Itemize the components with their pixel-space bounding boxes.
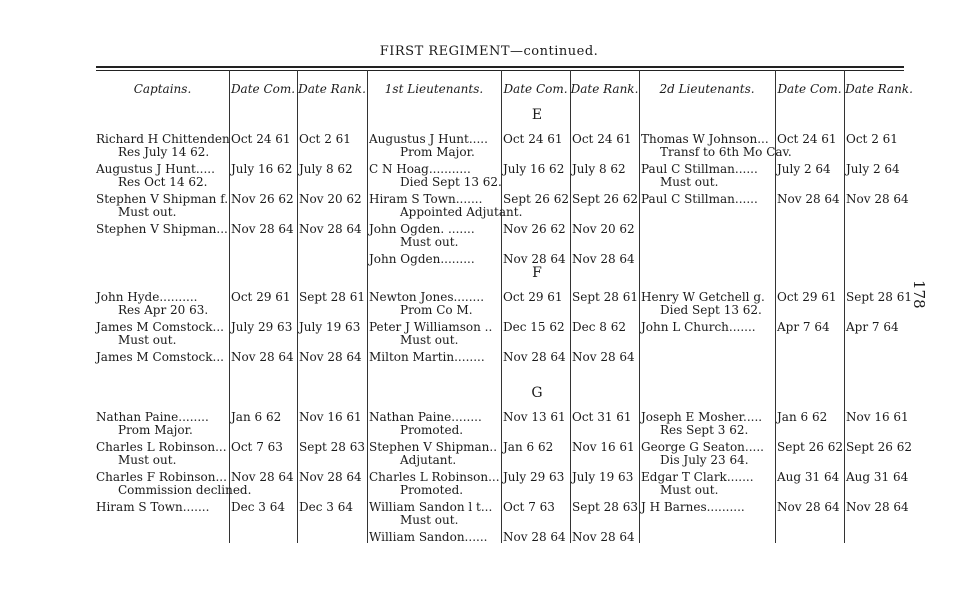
officer-note: Dis July 23 64. [660, 453, 749, 467]
date-rank: Oct 31 61 [572, 410, 632, 424]
date-rank: Sept 28 61 [299, 290, 365, 304]
date-commissioned: July 2 64 [777, 162, 831, 176]
date-rank: Nov 20 62 [299, 192, 362, 206]
date-rank: Sept 26 62 [846, 440, 912, 454]
column-divider [367, 70, 368, 543]
date-rank: Sept 28 61 [846, 290, 912, 304]
officer-note: Res Oct 14 62. [118, 175, 208, 189]
officer-note: Must out. [118, 333, 177, 347]
officer-note: Res July 14 62. [118, 145, 210, 159]
officer-name: Charles F Robinson... [96, 470, 227, 484]
top-rule-thin [96, 70, 904, 71]
page-number: 178 [910, 280, 928, 309]
date-rank: Apr 7 64 [846, 320, 899, 334]
date-commissioned: Jan 6 62 [777, 410, 828, 424]
date-rank: Nov 20 62 [572, 222, 635, 236]
officer-name: Augustus J Hunt..... [369, 132, 488, 146]
date-rank: Nov 28 64 [299, 470, 362, 484]
date-rank: Dec 8 62 [572, 320, 626, 334]
officer-name: Peter J Williamson .. [369, 320, 493, 334]
date-commissioned: Oct 29 61 [231, 290, 291, 304]
officer-note: Must out. [400, 513, 459, 527]
officer-name: C N Hoag........... [369, 162, 471, 176]
date-commissioned: July 16 62 [503, 162, 565, 176]
officer-note: Promoted. [400, 483, 464, 497]
date-rank: Sept 28 61 [572, 290, 638, 304]
date-commissioned: Oct 24 61 [777, 132, 837, 146]
header-1st-lieutenants: 1st Lieutenants. [384, 82, 484, 96]
officer-note: Must out. [400, 333, 459, 347]
column-divider [570, 70, 571, 543]
company-letter: G [531, 385, 543, 401]
header-2d-lieutenants: 2d Lieutenants. [659, 82, 755, 96]
header-date-rank: Date Rank. [570, 82, 639, 96]
officer-name: Hiram S Town....... [96, 500, 210, 514]
date-commissioned: Nov 28 64 [777, 500, 840, 514]
date-rank: Nov 28 64 [572, 252, 635, 266]
date-rank: Nov 16 61 [846, 410, 909, 424]
officer-name: John Ogden. ....... [369, 222, 475, 236]
officer-note: Commission declined. [118, 483, 252, 497]
officer-name: Stephen V Shipman f. [96, 192, 229, 206]
officer-note: Prom Major. [400, 145, 475, 159]
officer-name: John Hyde.......... [96, 290, 198, 304]
date-commissioned: Nov 28 64 [503, 530, 566, 544]
date-commissioned: Oct 24 61 [231, 132, 291, 146]
officer-note: Res Sept 3 62. [660, 423, 749, 437]
date-commissioned: Jan 6 62 [503, 440, 554, 454]
date-rank: July 19 63 [572, 470, 634, 484]
date-commissioned: Nov 28 64 [231, 470, 294, 484]
date-commissioned: July 29 63 [503, 470, 565, 484]
column-divider [844, 70, 845, 543]
date-rank: Nov 28 64 [572, 350, 635, 364]
date-rank: Oct 24 61 [572, 132, 632, 146]
company-letter: F [532, 265, 542, 281]
date-commissioned: Apr 7 64 [777, 320, 830, 334]
officer-name: Nathan Paine........ [369, 410, 482, 424]
date-rank: Aug 31 64 [846, 470, 909, 484]
officer-name: Charles L Robinson... [96, 440, 227, 454]
officer-name: George G Seaton..... [641, 440, 764, 454]
officer-name: Charles L Robinson... [369, 470, 500, 484]
date-rank: Nov 28 64 [299, 350, 362, 364]
officer-note: Died Sept 13 62. [660, 303, 762, 317]
date-commissioned: Oct 29 61 [503, 290, 563, 304]
top-rule [96, 66, 904, 68]
company-letter: E [531, 107, 543, 123]
header-captains: Captains. [133, 82, 192, 96]
officer-note: Must out. [660, 483, 719, 497]
date-commissioned: Oct 24 61 [503, 132, 563, 146]
officer-name: John Ogden......... [369, 252, 475, 266]
date-commissioned: Sept 26 62 [777, 440, 843, 454]
officer-name: Paul C Stillman...... [641, 162, 758, 176]
date-commissioned: Nov 13 61 [503, 410, 566, 424]
date-rank: Sept 28 63 [299, 440, 365, 454]
officer-name: John L Church....... [641, 320, 756, 334]
date-commissioned: Aug 31 64 [777, 470, 840, 484]
date-rank: Nov 16 61 [572, 440, 635, 454]
header-date-com: Date Com. [230, 82, 296, 96]
date-rank: Sept 26 62 [572, 192, 638, 206]
officer-name: Edgar T Clark....... [641, 470, 754, 484]
officer-name: J H Barnes.......... [641, 500, 745, 514]
date-commissioned: Nov 28 64 [503, 252, 566, 266]
officer-name: Thomas W Johnson... [641, 132, 769, 146]
date-rank: Oct 2 61 [846, 132, 898, 146]
officer-name: Hiram S Town....... [369, 192, 483, 206]
officer-note: Appointed Adjutant. [400, 205, 523, 219]
column-divider [501, 70, 502, 543]
header-date-com: Date Com. [777, 82, 842, 96]
officer-note: Must out. [660, 175, 719, 189]
date-commissioned: Oct 7 63 [231, 440, 283, 454]
officer-name: James M Comstock... [96, 350, 224, 364]
date-rank: Nov 28 64 [299, 222, 362, 236]
officer-name: Milton Martin........ [369, 350, 485, 364]
date-rank: Nov 28 64 [846, 192, 909, 206]
column-divider [639, 70, 640, 543]
officer-name: Stephen V Shipman... [96, 222, 228, 236]
page-title: FIRST REGIMENT—continued. [379, 44, 599, 59]
officer-note: Prom Co M. [400, 303, 473, 317]
date-rank: Nov 28 64 [572, 530, 635, 544]
date-commissioned: Nov 28 64 [503, 350, 566, 364]
officer-name: Augustus J Hunt..... [96, 162, 215, 176]
date-commissioned: Nov 28 64 [231, 350, 294, 364]
officer-note: Transf to 6th Mo Cav. [660, 145, 792, 159]
header-date-rank: Date Rank. [845, 82, 913, 96]
date-rank: July 8 62 [572, 162, 626, 176]
date-rank: Nov 28 64 [846, 500, 909, 514]
officer-name: Stephen V Shipman.. [369, 440, 498, 454]
date-rank: July 19 63 [299, 320, 361, 334]
officer-name: Paul C Stillman...... [641, 192, 758, 206]
officer-name: Joseph E Mosher..... [641, 410, 763, 424]
date-rank: July 2 64 [846, 162, 900, 176]
header-date-com: Date Com. [503, 82, 568, 96]
officer-note: Res Apr 20 63. [118, 303, 209, 317]
officer-name: William Sandon...... [369, 530, 488, 544]
officer-name: Henry W Getchell g. [641, 290, 765, 304]
date-commissioned: Dec 15 62 [503, 320, 565, 334]
date-commissioned: Nov 28 64 [231, 222, 294, 236]
officer-name: Richard H Chittenden [96, 132, 230, 146]
officer-note: Adjutant. [400, 453, 457, 467]
date-rank: Oct 2 61 [299, 132, 351, 146]
date-commissioned: Nov 26 62 [503, 222, 566, 236]
date-commissioned: July 29 63 [231, 320, 293, 334]
date-commissioned: Sept 26 62 [503, 192, 569, 206]
officer-name: William Sandon l t... [369, 500, 493, 514]
officer-name: Nathan Paine........ [96, 410, 209, 424]
officer-note: Died Sept 13 62. [400, 175, 502, 189]
date-rank: Dec 3 64 [299, 500, 353, 514]
officer-name: Newton Jones........ [369, 290, 485, 304]
officer-note: Must out. [118, 205, 177, 219]
date-commissioned: Oct 29 61 [777, 290, 837, 304]
date-commissioned: Jan 6 62 [231, 410, 282, 424]
column-divider [297, 70, 298, 543]
officer-note: Prom Major. [118, 423, 193, 437]
date-commissioned: Nov 26 62 [231, 192, 294, 206]
date-rank: Nov 16 61 [299, 410, 362, 424]
officer-note: Must out. [400, 235, 459, 249]
officer-name: James M Comstock... [96, 320, 224, 334]
header-date-rank: Date Rank. [298, 82, 366, 96]
date-rank: Sept 28 63 [572, 500, 638, 514]
date-commissioned: Oct 7 63 [503, 500, 555, 514]
date-commissioned: Dec 3 64 [231, 500, 285, 514]
date-commissioned: Nov 28 64 [777, 192, 840, 206]
officer-note: Must out. [118, 453, 177, 467]
column-divider [775, 70, 776, 543]
date-commissioned: July 16 62 [231, 162, 293, 176]
officer-note: Promoted. [400, 423, 464, 437]
date-rank: July 8 62 [299, 162, 353, 176]
